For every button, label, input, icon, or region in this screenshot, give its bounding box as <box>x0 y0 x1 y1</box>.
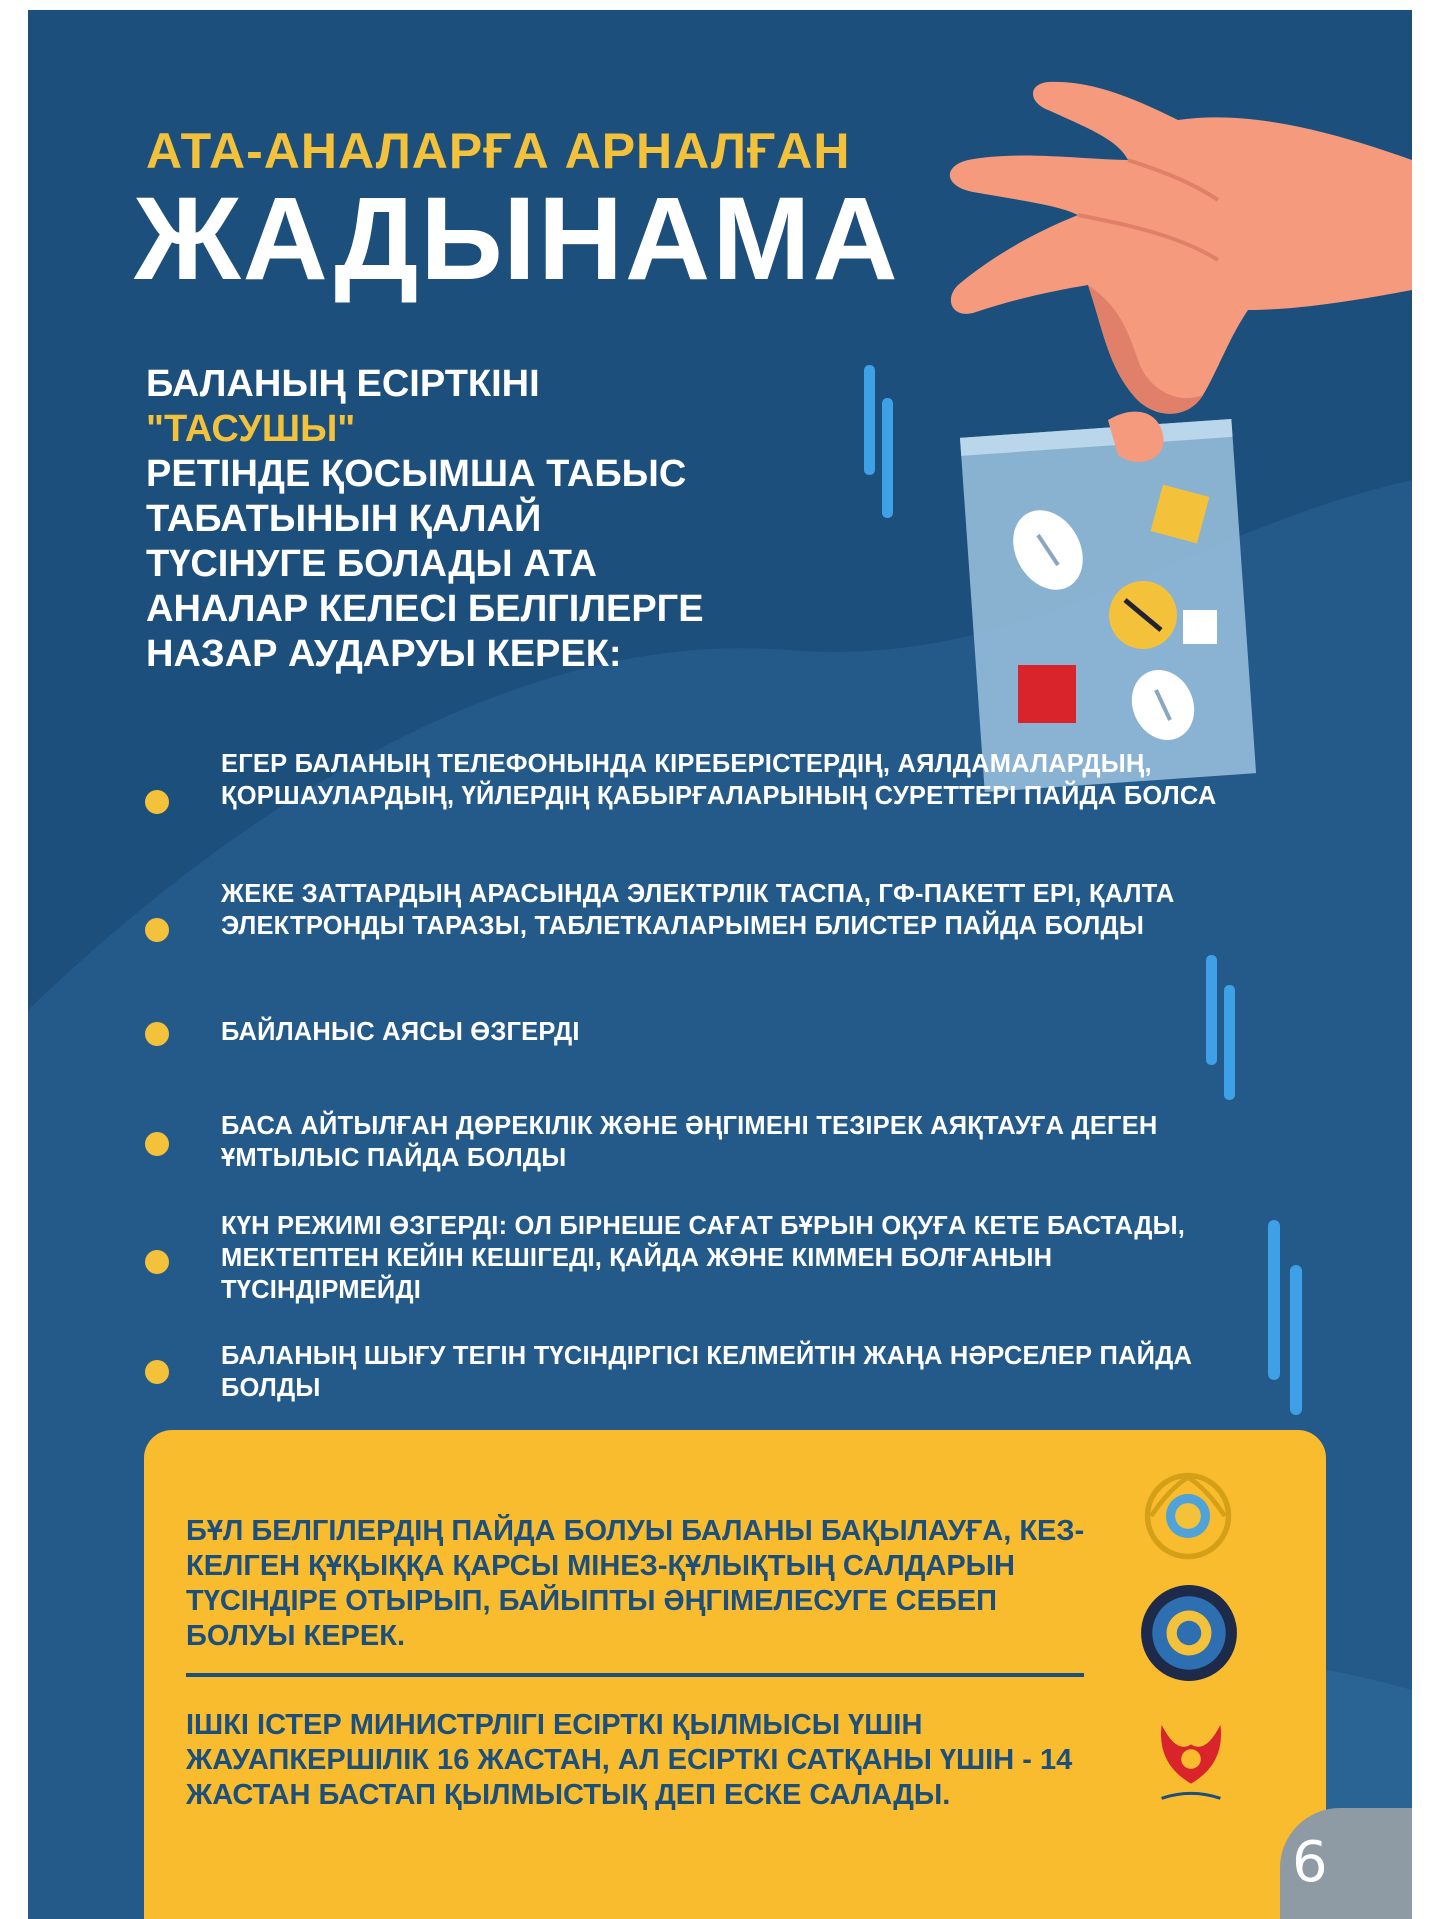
list-item-text: ЖЕКЕ ЗАТТАРДЫҢ АРАСЫНДА ЭЛЕКТРЛІК ТАСПА, ГФ-ПАКЕТТ ЕРІ, ҚАЛТА ЭЛЕКТРОНДЫ ТАРАЗЫ, ТАБЛЕТКАЛАРЫМЕН БЛИСТЕР ПАЙДА БОЛДЫ <box>221 880 1175 940</box>
police-badge-icon <box>1138 1582 1240 1684</box>
intro-highlight: "ТАСУШЫ" <box>146 408 356 450</box>
deco-bar <box>1224 985 1235 1100</box>
hand-illustration <box>950 82 1412 414</box>
info-box <box>144 1430 1326 1919</box>
bullet-icon <box>145 1022 169 1046</box>
intro-line: НАЗАР АУДАРУЫ КЕРЕК: <box>146 633 622 675</box>
deco-bar <box>1290 1265 1302 1415</box>
shymkent-logo-icon <box>1142 1715 1240 1813</box>
list-item-text: БАЙЛАНЫС АЯСЫ ӨЗГЕРДІ <box>221 1018 580 1046</box>
intro-line: РЕТІНДЕ ҚОСЫМША ТАБЫС <box>146 453 687 495</box>
list-item-text: БАСА АЙТЫЛҒАН ДӨРЕКІЛІК ЖӘНЕ ӘҢГІМЕНІ ТЕЗІРЕК АЯҚТАУҒА ДЕГЕН ҰМТЫЛЫС ПАЙДА БОЛДЫ <box>221 1112 1158 1172</box>
divider <box>186 1673 1084 1677</box>
state-emblem-icon <box>1142 1470 1234 1562</box>
page-title: ЖАДЫНАМА <box>134 173 900 305</box>
subtitle: АТА-АНАЛАРҒА АРНАЛҒАН <box>146 123 851 179</box>
bullet-icon <box>145 790 169 814</box>
intro-line: БАЛАНЫҢ ЕСІРТКІНІ <box>146 363 540 405</box>
deco-bar <box>1268 1220 1280 1380</box>
list-item-text: ЕГЕР БАЛАНЫҢ ТЕЛЕФОНЫНДА КІРЕБЕРІСТЕРДІҢ, АЯЛДАМАЛАРДЫҢ, ҚОРШАУЛАРДЫҢ, ҮЙЛЕРДІҢ ҚАБЫРҒАЛАРЫНЫҢ СУРЕТТЕРІ ПАЙДА БОЛСА <box>221 750 1217 810</box>
list-item-text: КҮН РЕЖИМІ ӨЗГЕРДІ: ОЛ БІРНЕШЕ САҒАТ БҰРЫН ОҚУҒА КЕТЕ БАСТАДЫ, МЕКТЕПТЕН КЕЙІН КЕШІГЕДІ, ҚАЙДА ЖӘНЕ КІММЕН БОЛҒАНЫН ТҮСІНДІРМЕЙДІ <box>221 1212 1186 1304</box>
intro-line: ТҮСІНУГЕ БОЛАДЫ АТА <box>146 543 597 585</box>
deco-bar <box>1206 955 1217 1065</box>
info-box-text: БҰЛ БЕЛГІЛЕРДІҢ ПАЙДА БОЛУЫ БАЛАНЫ БАҚЫЛАУҒА, КЕЗ-КЕЛГЕН ҚҰҚЫҚҚА ҚАРСЫ МІНЕЗ-ҚҰЛЫҚТЫҢ САЛДАРЫН ТҮСІНДІРЕ ОТЫРЫП, БАЙЫПТЫ ӘҢГІМЕЛЕСУГЕ СЕБЕП БОЛУЫ КЕРЕК. <box>186 1515 1085 1652</box>
info-box-ministry-text: ІШКІ ІСТЕР МИНИСТРЛІГІ ЕСІРТКІ ҚЫЛМЫСЫ ҮШІН ЖАУАПКЕРШІЛІК 16 ЖАСТАН, АЛ ЕСІРТКІ САТҚАНЫ ҮШІН - 14 ЖАСТАН БАСТАП ҚЫЛМЫСТЫҚ ДЕП ЕСКЕ САЛАДЫ. <box>186 1709 1073 1811</box>
intro-text <box>146 362 906 677</box>
bullet-icon <box>145 1250 169 1274</box>
bullet-icon <box>145 1132 169 1156</box>
intro-line: ТАБАТЫНЫН ҚАЛАЙ <box>146 498 542 540</box>
list-item-text: БАЛАНЫҢ ШЫҒУ ТЕГІН ТҮСІНДІРГІСІ КЕЛМЕЙТІН ЖАҢА НӘРСЕЛЕР ПАЙДА БОЛДЫ <box>221 1342 1193 1402</box>
page-number: 6 <box>1292 1830 1328 1895</box>
poster <box>28 10 1412 1919</box>
bullet-icon <box>145 1360 169 1384</box>
pill-bag-illustration <box>960 412 1256 792</box>
intro-line: АНАЛАР КЕЛЕСІ БЕЛГІЛЕРГЕ <box>146 588 704 630</box>
bullet-icon <box>145 918 169 942</box>
